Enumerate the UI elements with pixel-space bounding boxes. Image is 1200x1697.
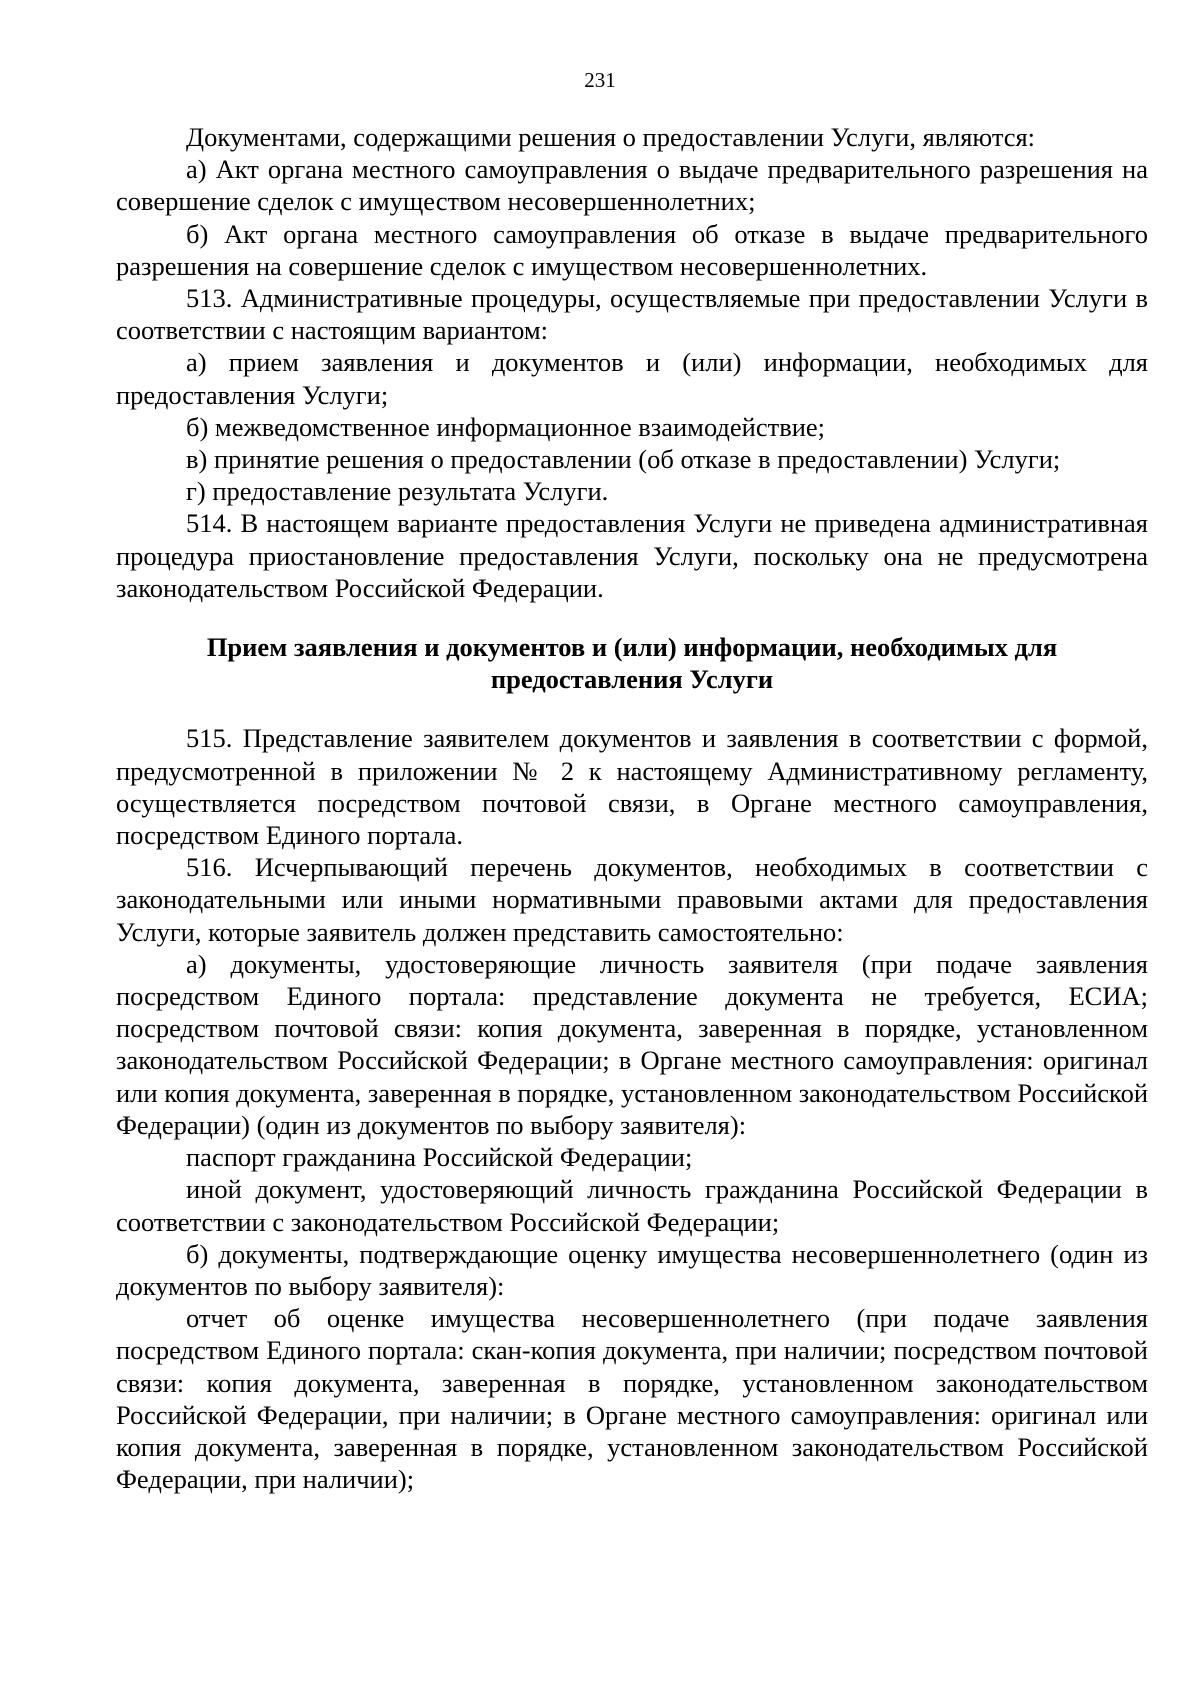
document-body [116, 121, 1148, 1495]
paragraph-515: 515. Представление заявителем документов и заявления в соответствии с формой, предусмотренной в приложении № 2 к настоящему Административному регламенту, осуществляется посредством почтовой связи, в Органе местного самоуправления, посредством Единого портала. [116, 723, 1148, 851]
paragraph-513-item-v: в) принятие решения о предоставлении (об отказе в предоставлении) Услуги; [186, 444, 1061, 475]
paragraph-516: 516. Исчерпывающий перечень документов, необходимых в соответствии с законодательными или иными нормативными правовыми актами для предоставления Услуги, которые заявитель должен представить самостоятельно: [116, 852, 1148, 947]
page-number: 231 [584, 68, 616, 92]
paragraph-513-item-b: б) межведомственное информационное взаимодействие; [186, 411, 826, 442]
paragraph-513-item-g: г) предоставление результата Услуги. [186, 476, 609, 507]
paragraph-other-id-document: иной документ, удостоверяющий личность гражданина Российской Федерации в соответствии с законодательством Российской Федерации; [116, 1174, 1148, 1237]
section-heading: Прием заявления и документов и (или) информации, необходимых для предоставления Услуги [206, 632, 1058, 695]
paragraph-516-item-b: б) документы, подтверждающие оценку имущества несовершеннолетнего (один из документов по выбору заявителя): [116, 1238, 1148, 1301]
paragraph-513-item-a: а) прием заявления и документов и (или) информации, необходимых для предоставления Услуги; [116, 347, 1148, 410]
paragraph-514: 514. В настоящем варианте предоставления Услуги не приведена административная процедура приостановление предоставления Услуги, поскольку она не предусмотрена законодательством Российской Федерации. [116, 508, 1148, 603]
paragraph-516-item-a: а) документы, удостоверяющие личность заявителя (при подаче заявления посредством Единого портала: представление документа не требуется, ЕСИА; посредством почтовой связи: копия документа, заверенная в порядке, установленном законодательством Российской Федерации; в Органе местного самоуправления: оригинал или копия документа, заверенная в порядке, установленном законодательством Российской Федерации) (один из документов по выбору заявителя): [116, 948, 1149, 1140]
paragraph-valuation-report: отчет об оценке имущества несовершеннолетнего (при подаче заявления посредством Единого портала: скан-копия документа, при наличии; посредством почтовой связи: копия документа, заверенная в порядке, установленном законодательством Российской Федерации, при наличии; в Органе местного самоуправления: оригинал или копия документа, заверенная в порядке, установленном законодательством Российской Федерации, при наличии); [116, 1303, 1148, 1495]
paragraph-passport: паспорт гражданина Российской Федерации; [186, 1142, 693, 1173]
paragraph-result-documents-intro: Документами, содержащими решения о предоставлении Услуги, являются: [186, 122, 1036, 152]
paragraph-513: 513. Административные процедуры, осуществляемые при предоставлении Услуги в соответствии с настоящим вариантом: [116, 283, 1148, 346]
paragraph-result-document-a: а) Акт органа местного самоуправления о выдаче предварительного разрешения на совершение сделок с имуществом несовершеннолетних; [116, 154, 1148, 217]
paragraph-result-document-b: б) Акт органа местного самоуправления об отказе в выдаче предварительного разрешения на совершение сделок с имуществом несовершеннолетних. [116, 218, 1148, 281]
